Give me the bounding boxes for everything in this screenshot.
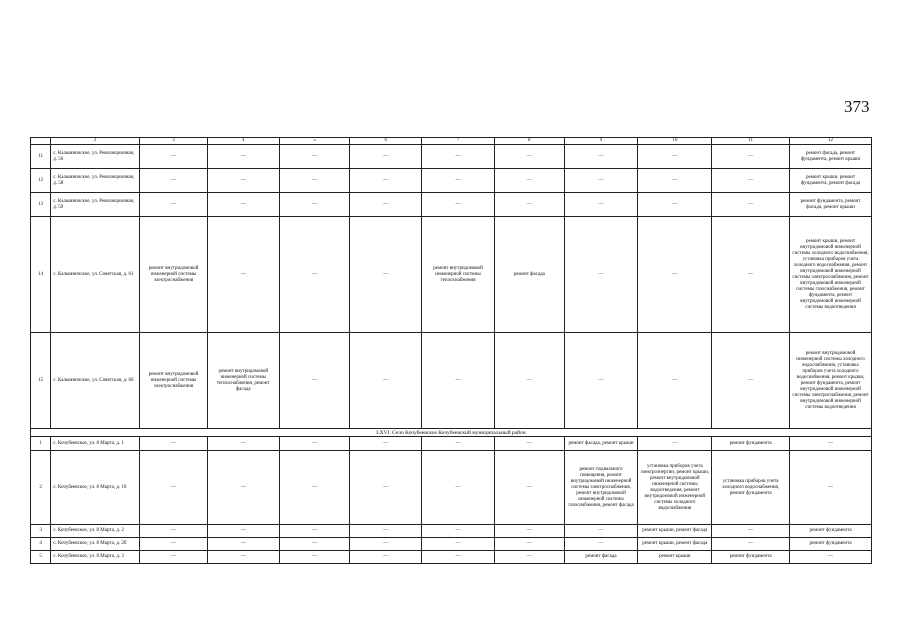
column-header: 7 — [422, 138, 495, 145]
cell-col12: ремонт внутридомовой инженерной системы холодного водоснабжения, установка приборов учета холодного водоснабжения, ремонт крыши, ремонт фундамента, ремонт внутридомовой инженерной системы электроснабжения, ремонт внутридомовой инженерной системы водоотведения — [790, 333, 872, 429]
table-row — [31, 145, 872, 169]
table-row — [31, 169, 872, 193]
table-row — [31, 451, 872, 525]
cell-col4: — — [207, 169, 279, 193]
cell-col6: — — [350, 551, 422, 564]
cell-col7: — — [422, 538, 495, 551]
row-number: 12 — [31, 169, 51, 193]
cell-col11: — — [712, 169, 790, 193]
cell-col12: ремонт фундамента, ремонт фасада, ремонт крыши — [790, 193, 872, 217]
column-header: 10 — [638, 138, 712, 145]
column-header: 8 — [494, 138, 564, 145]
column-header: 4 — [207, 138, 279, 145]
cell-col7: — — [422, 437, 495, 451]
column-header: 11 — [712, 138, 790, 145]
column-header: 2 — [51, 138, 140, 145]
row-number: 13 — [31, 193, 51, 217]
row-number: 4 — [31, 538, 51, 551]
cell-col8: — — [494, 145, 564, 169]
cell-col10: — — [638, 193, 712, 217]
cell-col7: ремонт внутридомовой инженерной системы теплоснабжения — [422, 217, 495, 333]
cell-col11: — — [712, 525, 790, 538]
cell-col4: — — [207, 551, 279, 564]
cell-col6: — — [350, 538, 422, 551]
cell-col7: — — [422, 145, 495, 169]
table-row — [31, 217, 872, 333]
cell-col8: — — [494, 451, 564, 525]
cell-col5: — — [279, 169, 350, 193]
cell-col5: — — [279, 437, 350, 451]
address-cell: с. Кочубеевское, ул. 8 Марта, д. 2 — [51, 525, 140, 538]
cell-col9: ремонт подвального помещения, ремонт внутридомовой инженерной системы электроснабжения, ремонт внутридомовой инженерной системы газоснабжения, ремонт фасада — [564, 451, 638, 525]
cell-col11: ремонт фундамента — [712, 551, 790, 564]
cell-col3: — — [140, 525, 208, 538]
address-cell: с. Калымничское, ул. Революционная, д. 58 — [51, 169, 140, 193]
row-number: 15 — [31, 333, 51, 429]
cell-col8: — — [494, 169, 564, 193]
cell-col5: — — [279, 145, 350, 169]
cell-col3: — — [140, 145, 208, 169]
cell-col12: ремонт фасада, ремонт фундамента, ремонт крыши — [790, 145, 872, 169]
cell-col8: — — [494, 437, 564, 451]
cell-col10: — — [638, 145, 712, 169]
cell-col8: — — [494, 551, 564, 564]
address-cell: с. Калымничское, ул. Революционная, д. 59 — [51, 193, 140, 217]
cell-col8: — — [494, 333, 564, 429]
address-cell: с. Кочубеевское, ул. 8 Марта, д. 2б — [51, 538, 140, 551]
cell-col4: — — [207, 538, 279, 551]
address-cell: с. Калымничское, ул. Советская, д. 61 — [51, 217, 140, 333]
column-header: 12 — [790, 138, 872, 145]
cell-col6: — — [350, 145, 422, 169]
cell-col10: — — [638, 437, 712, 451]
cell-col4: — — [207, 217, 279, 333]
cell-col4: ремонт внутридомовой инженерной системы теплоснабжения, ремонт фасада — [207, 333, 279, 429]
cell-col6: — — [350, 169, 422, 193]
row-number: 5 — [31, 551, 51, 564]
cell-col12: ремонт фундамента — [790, 525, 872, 538]
cell-col7: — — [422, 169, 495, 193]
cell-col6: — — [350, 525, 422, 538]
cell-col4: — — [207, 451, 279, 525]
cell-col10: ремонт крыши, ремонт фасада — [638, 538, 712, 551]
page-number: 373 — [844, 97, 870, 116]
cell-col3: — — [140, 169, 208, 193]
cell-col7: — — [422, 193, 495, 217]
cell-col5: — — [279, 217, 350, 333]
address-cell: с. Калымничское, ул. Советская, д. 66 — [51, 333, 140, 429]
cell-col3: — — [140, 538, 208, 551]
cell-col8: ремонт фасада — [494, 217, 564, 333]
cell-col10: ремонт крыши, ремонт фасада — [638, 525, 712, 538]
column-header: 5 — [279, 138, 350, 145]
cell-col3: — — [140, 451, 208, 525]
column-header: 6 — [350, 138, 422, 145]
cell-col4: — — [207, 145, 279, 169]
cell-col6: — — [350, 217, 422, 333]
cell-col11: — — [712, 217, 790, 333]
table-row — [31, 551, 872, 564]
cell-col7: — — [422, 451, 495, 525]
cell-col3: ремонт внутридомовой инженерной системы электроснабжения — [140, 217, 208, 333]
cell-col11: — — [712, 193, 790, 217]
cell-col6: — — [350, 451, 422, 525]
cell-col6: — — [350, 193, 422, 217]
cell-col8: — — [494, 538, 564, 551]
cell-col4: — — [207, 193, 279, 217]
cell-col9: — — [564, 193, 638, 217]
cell-col11: установка приборов учета холодного водоснабжения, ремонт фундамента — [712, 451, 790, 525]
cell-col10: — — [638, 169, 712, 193]
address-cell: с. Кочубеевское, ул. 8 Марта, д. 1 — [51, 437, 140, 451]
repair-schedule-table — [30, 137, 872, 564]
address-cell: с. Кочубеевское, ул. 8 Марта, д. 10 — [51, 451, 140, 525]
cell-col11: — — [712, 333, 790, 429]
cell-col5: — — [279, 551, 350, 564]
cell-col3: — — [140, 193, 208, 217]
cell-col12: ремонт фундамента — [790, 538, 872, 551]
section-row — [31, 429, 872, 437]
cell-col5: — — [279, 333, 350, 429]
row-number: 2 — [31, 451, 51, 525]
cell-col9: ремонт фасада, ремонт крыши — [564, 437, 638, 451]
cell-col5: — — [279, 525, 350, 538]
cell-col12: — — [790, 551, 872, 564]
cell-col9: — — [564, 145, 638, 169]
cell-col9: — — [564, 217, 638, 333]
address-cell: с. Кочубеевское, ул. 8 Марта, д. 3 — [51, 551, 140, 564]
column-header: 3 — [140, 138, 208, 145]
cell-col5: — — [279, 538, 350, 551]
column-number-row — [31, 138, 872, 145]
section-title: LXVI. Село Кочубеевское Кочубеевский муниципальный район — [31, 429, 872, 437]
row-number: 1 — [31, 437, 51, 451]
cell-col10: ремонт крыши — [638, 551, 712, 564]
cell-col6: — — [350, 437, 422, 451]
address-cell: с. Калымничское, ул. Революционная, д. 56 — [51, 145, 140, 169]
cell-col12: — — [790, 437, 872, 451]
table-row — [31, 525, 872, 538]
cell-col12: — — [790, 451, 872, 525]
cell-col9: — — [564, 525, 638, 538]
column-header — [31, 138, 51, 145]
row-number: 11 — [31, 145, 51, 169]
cell-col10: — — [638, 217, 712, 333]
cell-col3: — — [140, 551, 208, 564]
cell-col11: — — [712, 538, 790, 551]
cell-col7: — — [422, 333, 495, 429]
cell-col4: — — [207, 437, 279, 451]
cell-col4: — — [207, 525, 279, 538]
cell-col9: — — [564, 538, 638, 551]
cell-col7: — — [422, 551, 495, 564]
cell-col3: ремонт внутридомовой инженерной системы электроснабжения — [140, 333, 208, 429]
row-number: 3 — [31, 525, 51, 538]
cell-col12: ремонт крыши, ремонт фундамента, ремонт фасада — [790, 169, 872, 193]
table-row — [31, 437, 872, 451]
cell-col10: установка приборов учета электроэнергии, ремонт крыши, ремонт внутридомовой инженерной системы водоотведения, ремонт внутридомовой инженерной системы холодного водоснабжения — [638, 451, 712, 525]
cell-col11: ремонт фундамента — [712, 437, 790, 451]
table-row — [31, 193, 872, 217]
cell-col5: — — [279, 451, 350, 525]
cell-col7: — — [422, 525, 495, 538]
cell-col8: — — [494, 193, 564, 217]
cell-col5: — — [279, 193, 350, 217]
column-header: 9 — [564, 138, 638, 145]
table-row — [31, 538, 872, 551]
cell-col10: — — [638, 333, 712, 429]
cell-col6: — — [350, 333, 422, 429]
cell-col3: — — [140, 437, 208, 451]
cell-col8: — — [494, 525, 564, 538]
cell-col11: — — [712, 145, 790, 169]
cell-col9: ремонт фасада — [564, 551, 638, 564]
cell-col9: — — [564, 333, 638, 429]
cell-col12: ремонт крыши, ремонт внутридомовой инженерной системы холодного водоснабжения, установка приборов учета холодного водоснабжения, ремонт внутридомовой инженерной системы электроснабжения, ремонт внутридомовой инженерной системы газоснабжения, ремонт фундамента, ремонт внутридомовой инженерной системы водоотведения — [790, 217, 872, 333]
row-number: 14 — [31, 217, 51, 333]
cell-col9: — — [564, 169, 638, 193]
table-row — [31, 333, 872, 429]
